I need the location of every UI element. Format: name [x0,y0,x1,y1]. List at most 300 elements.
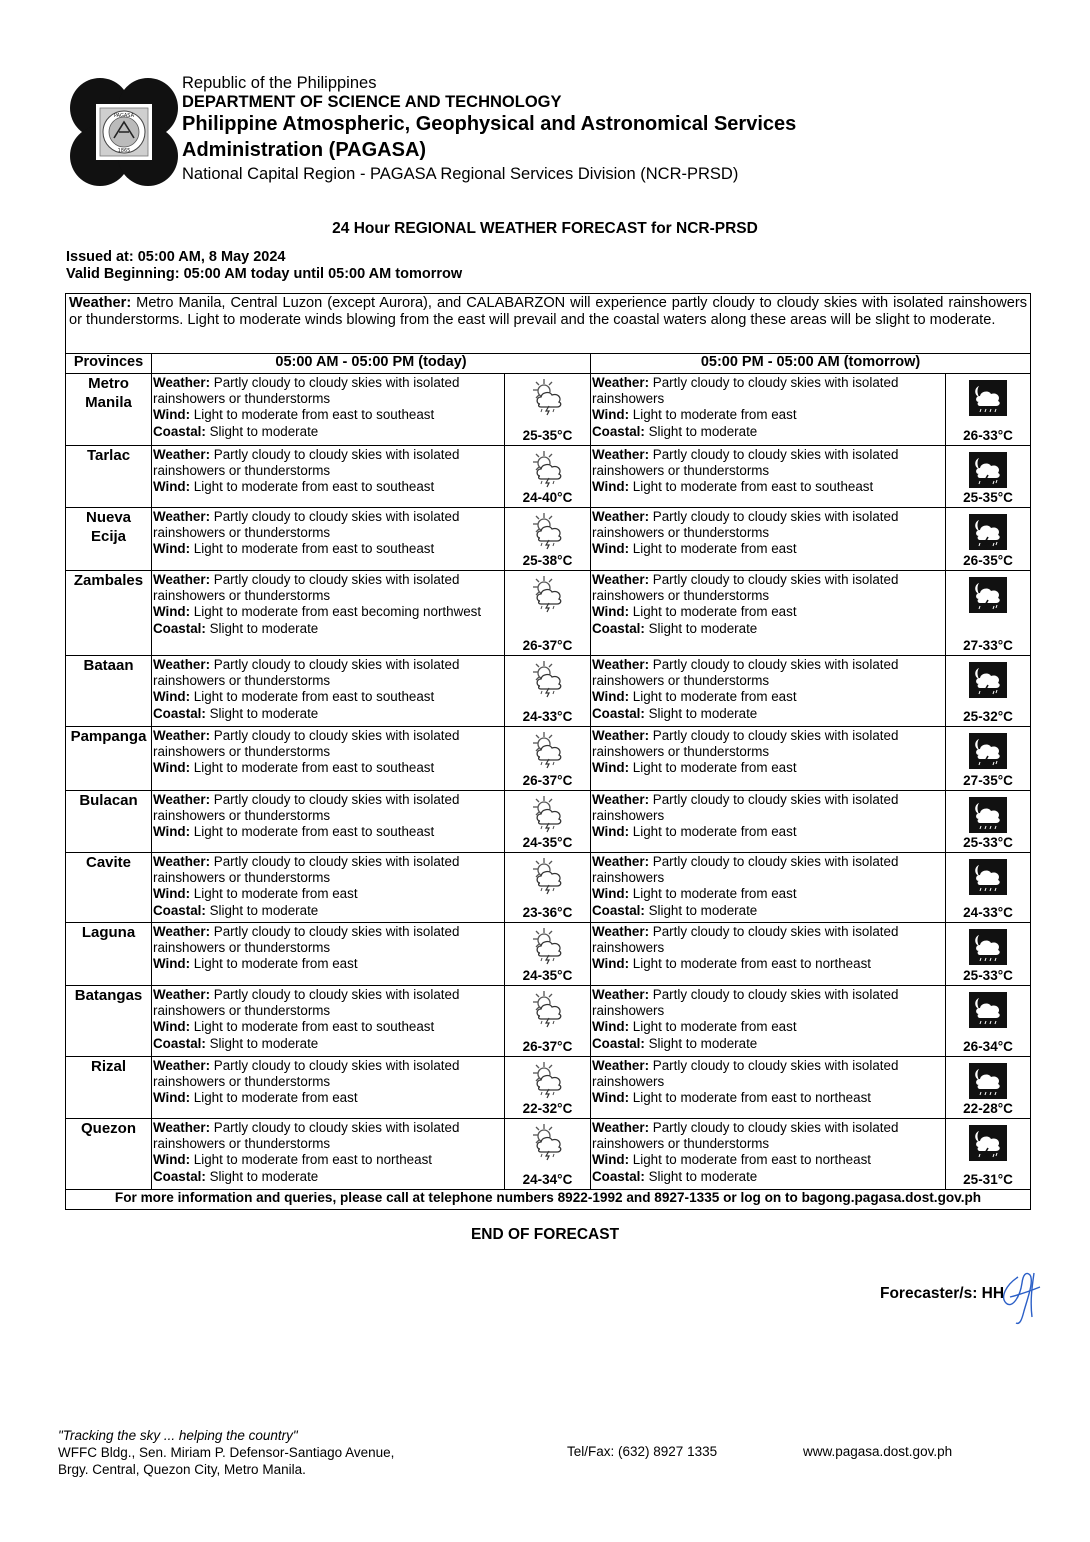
weather-value: Partly cloudy to cloudy skies with isolated rainshowers or thunderstorms [592,447,899,479]
wind-label: Wind: [592,541,630,557]
issued-at: Issued at: 05:00 AM, 8 May 2024 [66,249,286,265]
wind-line [592,956,944,972]
wind-line [153,760,503,776]
day-forecast-icon-cell [505,374,591,446]
weather-label: Weather: [592,375,650,390]
wind-value: Light to moderate from east to southeast [193,760,435,776]
letterhead [182,74,882,185]
wind-label: Wind: [592,407,630,423]
coastal-value: Slight to moderate [209,1035,319,1051]
day-forecast-details [152,986,505,1057]
weather-value: Partly cloudy to cloudy skies with isolated rainshowers or thunderstorms [153,987,460,1019]
day-forecast-details [152,791,505,853]
day-forecast-details [152,374,505,446]
weather-line [592,657,944,689]
province-name-line: Batangas [74,987,143,1004]
contact-info: For more information and queries, please call at telephone numbers 8922-1992 and 8927-1335 or log on to bagong.pagasa.dost.gov.ph [66,1190,1031,1210]
col-night: 05:00 PM - 05:00 AM (tomorrow) [591,354,1031,374]
wind-label: Wind: [592,1090,630,1106]
night-forecast-icon-cell [946,853,1031,923]
coastal-line [153,424,503,440]
province-row [66,853,1031,923]
province-name [66,791,152,853]
night-forecast-details [591,986,946,1057]
weather-value: Partly cloudy to cloudy skies with isolated rainshowers or thunderstorms [153,375,460,407]
night-forecast-icon-cell [946,1057,1031,1119]
coastal-label: Coastal: [153,902,206,918]
wind-value: Light to moderate from east to northeast [632,1090,871,1106]
province-name-line: Tarlac [86,447,131,464]
weather-line [153,728,503,760]
wind-value: Light to moderate from east [632,689,797,705]
night-temperature: 26-33°C [963,427,1013,443]
table-footer-row [66,1190,1031,1210]
wind-label: Wind: [592,956,630,972]
coastal-label: Coastal: [592,902,645,918]
weather-label: Weather: [592,1058,650,1073]
night-temperature: 25-33°C [963,834,1013,850]
night-forecast-details [591,727,946,791]
wind-label: Wind: [153,956,191,972]
night-temperature: 26-34°C [963,1038,1013,1054]
footer-tagline: "Tracking the sky ... helping the country" [58,1428,298,1443]
weather-line [153,987,503,1019]
province-name [66,1057,152,1119]
thunderstorm-night-icon [946,514,1030,550]
day-forecast-icon-cell [505,446,591,508]
weather-line [153,854,503,886]
night-temperature: 22-28°C [963,1100,1013,1116]
day-forecast-icon-cell [505,1119,591,1190]
weather-label: Weather: [153,924,211,939]
province-name-line: Quezon [81,1120,136,1137]
night-forecast-details [591,656,946,727]
day-temperature: 24-33°C [522,708,573,724]
night-forecast-details [591,1057,946,1119]
weather-label: Weather: [153,1058,211,1073]
summary-label: Weather: [69,295,132,311]
wind-line [153,1152,503,1168]
weather-label: Weather: [153,792,211,807]
night-forecast-details [591,791,946,853]
province-name [66,508,152,571]
wind-line [592,1152,944,1168]
wind-line [153,479,503,495]
weather-value: Partly cloudy to cloudy skies with isolated rainshowers [592,375,899,407]
coastal-label: Coastal: [592,1168,645,1184]
wind-line [592,407,944,423]
wind-value: Light to moderate from east [193,886,358,902]
weather-value: Partly cloudy to cloudy skies with isolated rainshowers [592,987,899,1019]
weather-value: Partly cloudy to cloudy skies with isolated rainshowers [592,1058,899,1090]
weather-line [153,792,503,824]
partly-cloudy-thunderstorm-day-icon [505,1060,590,1100]
province-name-line: Bulacan [79,792,138,809]
weather-label: Weather: [153,1120,211,1135]
coastal-value: Slight to moderate [648,620,758,636]
thunderstorm-night-icon [946,577,1030,613]
weather-label: Weather: [153,854,211,869]
weather-label: Weather: [592,854,650,869]
weather-value: Partly cloudy to cloudy skies with isolated rainshowers [592,792,899,824]
wind-line [592,1019,944,1035]
province-row [66,571,1031,656]
wind-label: Wind: [153,760,191,776]
wind-label: Wind: [153,886,191,902]
wind-label: Wind: [592,479,630,495]
weather-label: Weather: [592,657,650,672]
province-name-line: Rizal [90,1058,126,1075]
province-name-line: Zambales [73,572,144,589]
partly-cloudy-thunderstorm-day-icon [505,449,590,489]
day-forecast-icon-cell [505,508,591,571]
day-temperature: 25-38°C [522,552,573,568]
forecast-title: 24 Hour REGIONAL WEATHER FORECAST for NCR-PRSD [332,220,758,237]
province-name [66,1119,152,1190]
day-forecast-details [152,1057,505,1119]
coastal-value: Slight to moderate [648,423,758,439]
day-temperature: 26-37°C [522,772,573,788]
coastal-label: Coastal: [153,620,206,636]
coastal-value: Slight to moderate [648,1168,758,1184]
logo-text: PAGASA [113,113,135,119]
night-forecast-icon-cell [946,986,1031,1057]
coastal-value: Slight to moderate [648,1035,758,1051]
day-forecast-details [152,923,505,986]
day-forecast-details [152,446,505,508]
weather-label: Weather: [592,792,650,807]
night-forecast-details [591,853,946,923]
weather-label: Weather: [592,572,650,587]
valid-beginning: Valid Beginning: 05:00 AM today until 05:00 AM tomorrow [66,266,463,282]
wind-line [592,689,944,705]
weather-line [153,447,503,479]
weather-label: Weather: [592,1120,650,1135]
province-name-line: Ecija [90,528,127,545]
coastal-value: Slight to moderate [209,620,319,636]
wind-line [592,760,944,776]
weather-label: Weather: [153,447,211,462]
partly-cloudy-thunderstorm-day-icon [505,659,590,699]
day-temperature: 22-32°C [522,1100,573,1116]
partly-cloudy-thunderstorm-day-icon [505,856,590,896]
weather-label: Weather: [153,728,211,743]
forecaster-signature [996,1267,1046,1327]
wind-value: Light to moderate from east to northeast [193,1152,432,1168]
wind-label: Wind: [592,604,630,620]
night-forecast-details [591,446,946,508]
wind-value: Light to moderate from east to southeast [632,479,874,495]
weather-line [592,447,944,479]
province-name [66,923,152,986]
province-name [66,374,152,446]
end-of-forecast: END OF FORECAST [470,1226,620,1243]
coastal-value: Slight to moderate [209,705,319,721]
wind-label: Wind: [153,541,191,557]
day-forecast-icon-cell [505,1057,591,1119]
wind-line [592,886,944,902]
footer-telephone: Tel/Fax: (632) 8927 1335 [567,1444,718,1459]
weather-value: Partly cloudy to cloudy skies with isolated rainshowers or thunderstorms [592,657,899,689]
coastal-line [592,424,944,440]
wind-label: Wind: [153,689,191,705]
night-temperature: 27-33°C [963,637,1013,653]
logo-year: 1865 [117,148,131,154]
weather-label: Weather: [153,375,211,390]
wind-label: Wind: [153,1152,191,1168]
wind-line [153,824,503,840]
weather-summary [66,294,1031,354]
province-name-line: Laguna [81,924,136,941]
day-temperature: 23-36°C [522,904,573,920]
wind-value: Light to moderate from east [632,541,797,557]
wind-line [153,604,503,620]
pagasa-logo [70,78,178,186]
republic-line: Republic of the Philippines [182,74,377,92]
coastal-value: Slight to moderate [209,902,319,918]
province-row [66,446,1031,508]
wind-value: Light to moderate from east [632,886,797,902]
partly-cloudy-thunderstorm-day-icon [505,1122,590,1162]
coastal-label: Coastal: [592,423,645,439]
cloudy-rain-night-icon [946,992,1030,1028]
day-forecast-details [152,1119,505,1190]
weather-value: Partly cloudy to cloudy skies with isolated rainshowers or thunderstorms [153,792,460,824]
partly-cloudy-thunderstorm-day-icon [505,794,590,834]
weather-value: Partly cloudy to cloudy skies with isolated rainshowers or thunderstorms [153,572,460,604]
agency-line-1: Philippine Atmospheric, Geophysical and Astronomical Services [182,113,797,135]
day-temperature: 24-34°C [522,1171,573,1187]
coastal-line [153,903,503,919]
day-forecast-icon-cell [505,923,591,986]
wind-value: Light to moderate from east to southeast [193,689,435,705]
night-temperature: 27-35°C [963,772,1013,788]
wind-value: Light to moderate from east [632,407,797,423]
night-forecast-details [591,374,946,446]
wind-line [592,824,944,840]
wind-line [153,541,503,557]
cloudy-rain-night-icon [946,1063,1030,1099]
province-name-line: Nueva [85,509,132,526]
province-name [66,446,152,508]
weather-line [592,1058,944,1090]
province-row [66,508,1031,571]
weather-line [153,375,503,407]
coastal-value: Slight to moderate [209,1168,319,1184]
province-name-line: Metro [88,375,129,392]
weather-value: Partly cloudy to cloudy skies with isolated rainshowers [592,924,899,956]
day-forecast-icon-cell [505,986,591,1057]
weather-value: Partly cloudy to cloudy skies with isolated rainshowers or thunderstorms [153,447,460,479]
weather-value: Partly cloudy to cloudy skies with isolated rainshowers or thunderstorms [153,657,460,689]
weather-line [592,375,944,407]
coastal-line [153,1036,503,1052]
department-line: DEPARTMENT OF SCIENCE AND TECHNOLOGY [182,93,562,111]
day-temperature: 26-37°C [522,1038,573,1054]
wind-value: Light to moderate from east [632,604,797,620]
thunderstorm-night-icon [946,733,1030,769]
coastal-line [592,903,944,919]
day-temperature: 26-37°C [522,637,573,653]
weather-label: Weather: [592,509,650,524]
wind-label: Wind: [592,760,630,776]
coastal-value: Slight to moderate [209,423,319,439]
coastal-label: Coastal: [153,1168,206,1184]
coastal-label: Coastal: [592,1035,645,1051]
night-forecast-details [591,923,946,986]
province-name [66,571,152,656]
wind-label: Wind: [592,689,630,705]
day-forecast-icon-cell [505,791,591,853]
partly-cloudy-thunderstorm-day-icon [505,377,590,417]
weather-line [592,572,944,604]
day-temperature: 25-35°C [522,427,573,443]
day-forecast-icon-cell [505,656,591,727]
weather-line [153,1120,503,1152]
province-name-line: Cavite [85,854,132,871]
province-name [66,727,152,791]
cloudy-rain-night-icon [946,797,1030,833]
weather-line [592,854,944,886]
weather-line [592,1120,944,1152]
wind-value: Light to moderate from east [193,956,358,972]
weather-label: Weather: [153,987,211,1002]
wind-label: Wind: [153,479,191,495]
col-day: 05:00 AM - 05:00 PM (today) [152,354,591,374]
weather-value: Partly cloudy to cloudy skies with isolated rainshowers or thunderstorms [592,572,899,604]
weather-line [592,509,944,541]
weather-line [153,572,503,604]
province-row [66,1057,1031,1119]
footer-address [58,1427,394,1478]
wind-label: Wind: [153,604,191,620]
weather-label: Weather: [592,728,650,743]
wind-value: Light to moderate from east to southeast [193,407,435,423]
province-row [66,656,1031,727]
wind-line [153,886,503,902]
wind-line [153,956,503,972]
wind-line [153,1019,503,1035]
coastal-label: Coastal: [592,705,645,721]
night-forecast-icon-cell [946,571,1031,656]
weather-value: Partly cloudy to cloudy skies with isolated rainshowers or thunderstorms [592,509,899,541]
coastal-line [592,1169,944,1185]
night-temperature: 26-35°C [963,552,1013,568]
weather-label: Weather: [592,987,650,1002]
wind-line [592,541,944,557]
night-temperature: 25-31°C [963,1171,1013,1187]
weather-value: Partly cloudy to cloudy skies with isolated rainshowers or thunderstorms [153,509,460,541]
coastal-line [592,621,944,637]
partly-cloudy-thunderstorm-day-icon [505,926,590,966]
wind-value: Light to moderate from east [193,1090,358,1106]
wind-line [592,479,944,495]
forecaster-initials: HH [981,1285,1005,1302]
province-name [66,986,152,1057]
column-header-row [66,354,1031,374]
cloudy-rain-night-icon [946,859,1030,895]
province-name [66,656,152,727]
wind-line [153,1090,503,1106]
weather-label: Weather: [153,572,211,587]
col-provinces: Provinces [66,354,152,374]
coastal-line [153,1169,503,1185]
night-forecast-details [591,508,946,571]
wind-value: Light to moderate from east to northeast [632,956,871,972]
thunderstorm-night-icon [946,662,1030,698]
day-forecast-details [152,656,505,727]
coastal-line [153,621,503,637]
weather-value: Partly cloudy to cloudy skies with isolated rainshowers or thunderstorms [592,728,899,760]
summary-text: Metro Manila, Central Luzon (except Aurora), and CALABARZON will experience partly cloudy to cloudy skies with isolated rainshowers or thunderstorms. Light to moderate winds blowing from the east will prevail and the coastal waters along these areas will be slight to moderate. [69,295,1028,328]
wind-value: Light to moderate from east to southeast [193,1019,435,1035]
wind-label: Wind: [592,1152,630,1168]
weather-label: Weather: [592,447,650,462]
day-forecast-icon-cell [505,727,591,791]
wind-value: Light to moderate from east [632,824,797,840]
footer-website[interactable]: www.pagasa.dost.gov.ph [803,1444,953,1459]
coastal-label: Coastal: [153,1035,206,1051]
wind-label: Wind: [592,1019,630,1035]
wind-line [153,689,503,705]
wind-label: Wind: [153,407,191,423]
night-temperature: 25-35°C [963,489,1013,505]
night-temperature: 24-33°C [963,904,1013,920]
night-temperature: 25-33°C [963,967,1013,983]
wind-value: Light to moderate from east [632,1019,797,1035]
night-forecast-icon-cell [946,374,1031,446]
wind-value: Light to moderate from east becoming northwest [193,604,482,620]
day-forecast-details [152,853,505,923]
province-row [66,727,1031,791]
wind-value: Light to moderate from east [632,760,797,776]
weather-value: Partly cloudy to cloudy skies with isolated rainshowers or thunderstorms [153,924,460,956]
cloudy-rain-night-icon [946,380,1030,416]
weather-value: Partly cloudy to cloudy skies with isolated rainshowers [592,854,899,886]
weather-value: Partly cloudy to cloudy skies with isolated rainshowers or thunderstorms [592,1120,899,1152]
wind-line [592,604,944,620]
coastal-line [592,1036,944,1052]
weather-line [153,657,503,689]
thunderstorm-night-icon [946,452,1030,488]
province-name [66,853,152,923]
province-row [66,923,1031,986]
weather-line [153,924,503,956]
wind-value: Light to moderate from east to northeast [632,1152,871,1168]
weather-line [592,987,944,1019]
thunderstorm-night-icon [946,1125,1030,1161]
coastal-label: Coastal: [153,423,206,439]
night-forecast-icon-cell [946,656,1031,727]
wind-value: Light to moderate from east to southeast [193,541,435,557]
weather-line [153,1058,503,1090]
day-temperature: 24-35°C [522,967,573,983]
night-forecast-icon-cell [946,446,1031,508]
province-name-line: Bataan [83,657,134,674]
day-forecast-details [152,508,505,571]
wind-label: Wind: [592,886,630,902]
province-row [66,791,1031,853]
partly-cloudy-thunderstorm-day-icon [505,989,590,1029]
day-forecast-icon-cell [505,571,591,656]
province-row [66,374,1031,446]
coastal-line [153,706,503,722]
forecaster-label: Forecaster/s: [880,1285,978,1302]
partly-cloudy-thunderstorm-day-icon [505,511,590,551]
night-forecast-icon-cell [946,508,1031,571]
wind-value: Light to moderate from east to southeast [193,824,435,840]
province-name-line: Pampanga [70,728,147,745]
